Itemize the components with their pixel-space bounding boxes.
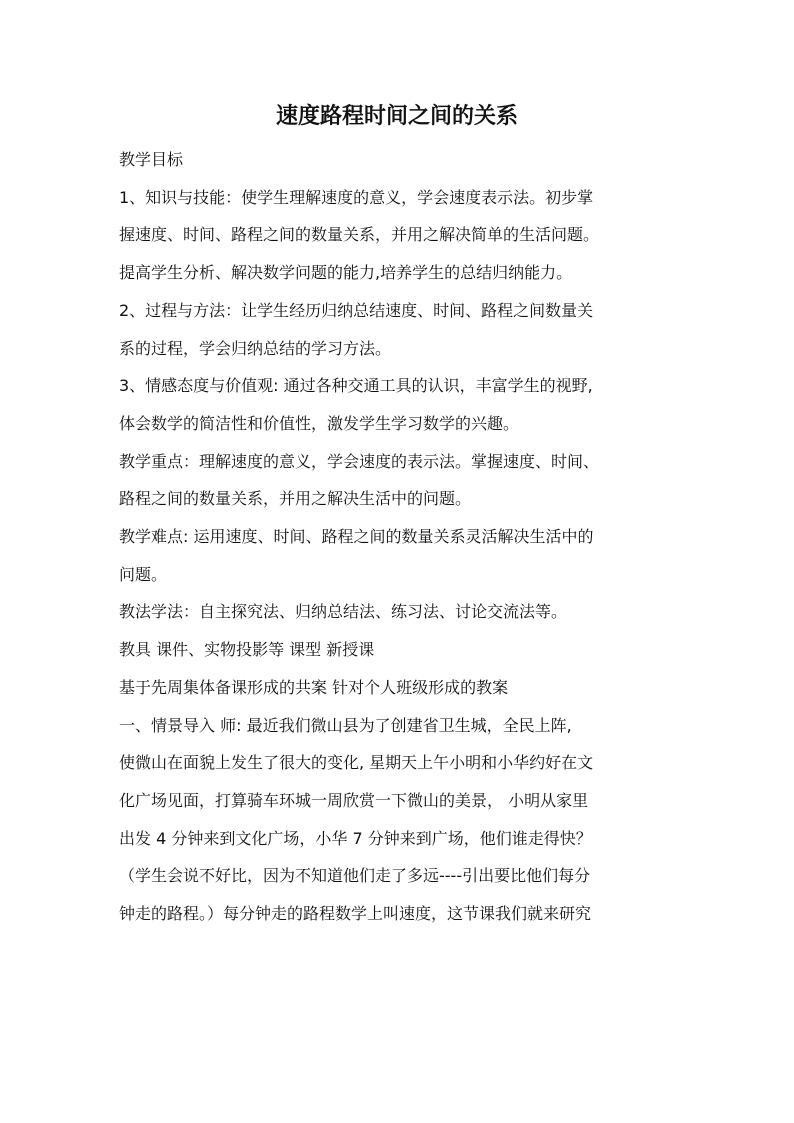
body-line: 钟走的路程。）每分钟走的路程数学上叫速度，这节课我们就来研究 — [119, 904, 592, 924]
body-line: 问题。 — [119, 564, 168, 584]
document-title: 速度路程时间之间的关系 — [275, 104, 518, 129]
body-line: 使微山在面貌上发生了很大的变化, 星期天上午小明和小华约好在文 — [119, 753, 594, 773]
body-line: 3、情感态度与价值观: 通过各种交通工具的认识，丰富学生的视野, — [119, 376, 593, 396]
body-line: 体会数学的简洁性和价值性，激发学生学习数学的兴趣。 — [119, 413, 520, 433]
body-line: 教具 课件、实物投影等 课型 新授课 — [119, 640, 375, 660]
body-line: 系的过程，学会归纳总结的学习方法。 — [119, 338, 392, 358]
body-line: 提高学生分析、解决数学问题的能力,培养学生的总结归纳能力。 — [119, 263, 573, 283]
body-line: 握速度、时间、路程之间的数量关系，并用之解决简单的生活问题。 — [119, 225, 600, 245]
body-line: 一、情景导入 师: 最近我们微山县为了创建省卫生城，全民上阵, — [119, 715, 572, 735]
body-line: 化广场见面，打算骑车环城一周欣赏一下微山的美景， 小明从家里 — [119, 790, 589, 810]
body-line: 基于先周集体备课形成的共案 针对个人班级形成的教案 — [119, 677, 509, 697]
body-line: 2、过程与方法：让学生经历归纳总结速度、时间、路程之间数量关 — [119, 300, 594, 320]
body-line: 出发 4 分钟来到文化广场，小华 7 分钟来到广场，他们谁走得快？ — [119, 828, 592, 848]
body-line: （学生会说不好比，因为不知道他们走了多远----引出要比他们每分 — [119, 866, 591, 886]
body-line: 路程之间的数量关系，并用之解决生活中的问题。 — [119, 489, 472, 509]
body-line: 教学难点: 运用速度、时间、路程之间的数量关系灵活解决生活中的 — [119, 527, 594, 547]
body-line: 1、知识与技能：使学生理解速度的意义，学会速度表示法。初步掌 — [119, 187, 594, 207]
body-line: 教学重点：理解速度的意义，学会速度的表示法。掌握速度、时间、 — [119, 451, 600, 471]
document-body — [119, 141, 689, 933]
body-line: 教法学法：自主探究法、归纳总结法、练习法、讨论交流法等。 — [119, 602, 568, 622]
section-heading-objectives: 教学目标 — [119, 150, 184, 169]
